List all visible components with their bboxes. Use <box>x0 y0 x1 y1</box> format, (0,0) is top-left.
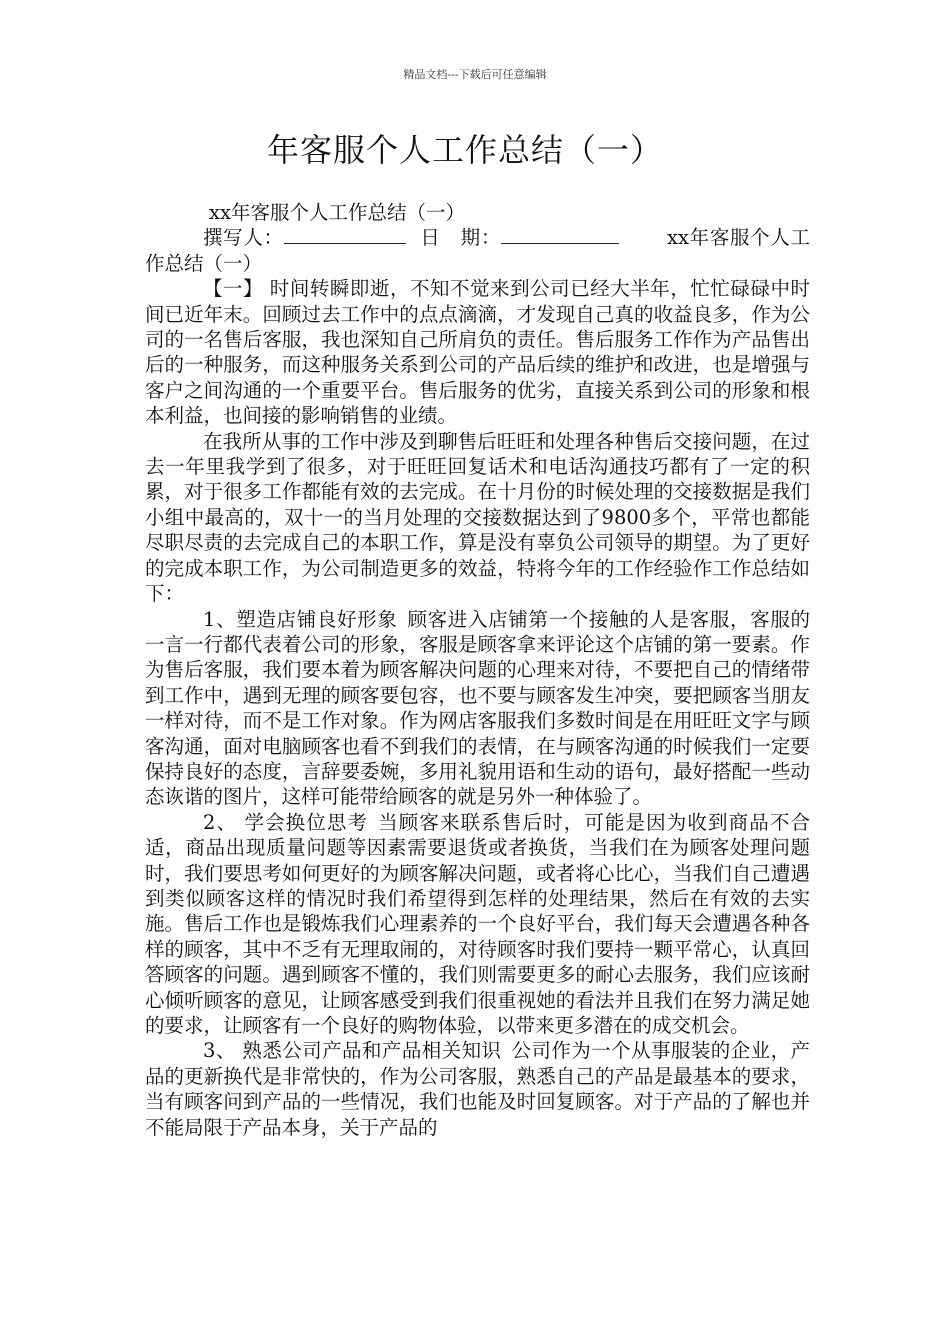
author-label: 撰写人： <box>203 226 284 250</box>
section-heading-2: 2、 学会换位思考 <box>203 810 369 834</box>
document-title: 年客服个人工作总结（一） <box>266 131 663 169</box>
date-blank <box>501 225 619 244</box>
paragraph-3 <box>145 607 810 810</box>
section-heading-3: 3、 熟悉公司产品和产品相关知识 <box>203 1039 502 1063</box>
document-body <box>145 200 810 1140</box>
paragraph-1: 【一】 时间转瞬即逝，不知不觉来到公司已经大半年，忙忙碌碌中时间已近年末。回顾过去工作中的点点滴滴，才发现自己真的收益良多，作为公司的一名售后客服，我也深知自己所肩负的责任。售后服务工作作为产品售出后的一种服务，而这种服务关系到公司的产品后续的维护和改进，也是增强与客户之间沟通的一个重要平台。售后服务的优劣，直接关系到公司的形象和根本利益，也间接的影响销售的业绩。 <box>145 277 810 428</box>
byline-trailing: xx年客服个人工作总结（一） <box>145 226 810 275</box>
byline <box>145 225 810 276</box>
header-note: 精品文档---下载后可任意编辑 <box>403 68 547 81</box>
section-heading-1: 1、塑造店铺良好形象 <box>203 607 398 631</box>
author-blank <box>284 225 406 244</box>
date-label: 日 期： <box>419 226 501 250</box>
paragraph-5 <box>145 1038 810 1140</box>
subtitle: xx年客服个人工作总结（一） <box>209 201 465 224</box>
section-text-1: 顾客进入店铺第一个接触的人是客服，客服的一言一行都代表着公司的形象，客服是顾客拿来评论这个店铺的第一要素。作为售后客服，我们要本着为顾客解决问题的心理来对待，不要把自己的情绪带到工作中，遇到无理的顾客要包容，也不要与顾客发生冲突，要把顾客当朋友一样对待，而不是工作对象。作为网店客服我们多数时间是在用旺旺文字与顾客沟通，面对电脑顾客也看不到我们的表情，在与顾客沟通的时候我们一定要保持良好的态度，言辞要委婉，多用礼貌用语和生动的语句，最好搭配一些动态诙谐的图片，这样可能带给顾客的就是另外一种体验了。 <box>145 607 810 809</box>
section-text-2: 当顾客来联系售后时，可能是因为收到商品不合适，商品出现质量问题等因素需要退货或者换货，当我们在为顾客处理问题时，我们要思考如何更好的为顾客解决问题，或者将心比心，当我们自己遭遇到类似顾客这样的情况时我们希望得到怎样的处理结果，然后在有效的去实施。售后工作也是锻炼我们心理素养的一个良好平台，我们每天会遭遇各种各样的顾客，其中不乏有无理取闹的，对待顾客时我们要持一颗平常心，认真回答顾客的问题。遇到顾客不懂的，我们则需要更多的耐心去服务，我们应该耐心倾听顾客的意见，让顾客感受到我们很重视她的看法并且我们在努力满足她的要求，让顾客有一个良好的购物体验，以带来更多潜在的成交机会。 <box>145 810 810 1037</box>
section-text-3: 公司作为一个从事服装的企业，产品的更新换代是非常快的，作为公司客服，熟悉自己的产品是最基本的要求，当有顾客问到产品的一些情况，我们也能及时回复顾客。对于产品的了解也并不能局限于产品本身，关于产品的 <box>145 1039 810 1139</box>
paragraph-4 <box>145 810 810 1039</box>
paragraph-2: 在我所从事的工作中涉及到聊售后旺旺和处理各种售后交接问题，在过去一年里我学到了很多，对于旺旺回复话术和电话沟通技巧都有了一定的积累，对于很多工作都能有效的去完成。在十月份的时候处理的交接数据是我们小组中最高的，双十一的当月处理的交接数据达到了9800多个，平常也都能尽职尽责的去完成自己的本职工作，算是没有辜负公司领导的期望。为了更好的完成本职工作，为公司制造更多的效益，特将今年的工作经验作工作总结如下： <box>145 429 810 606</box>
